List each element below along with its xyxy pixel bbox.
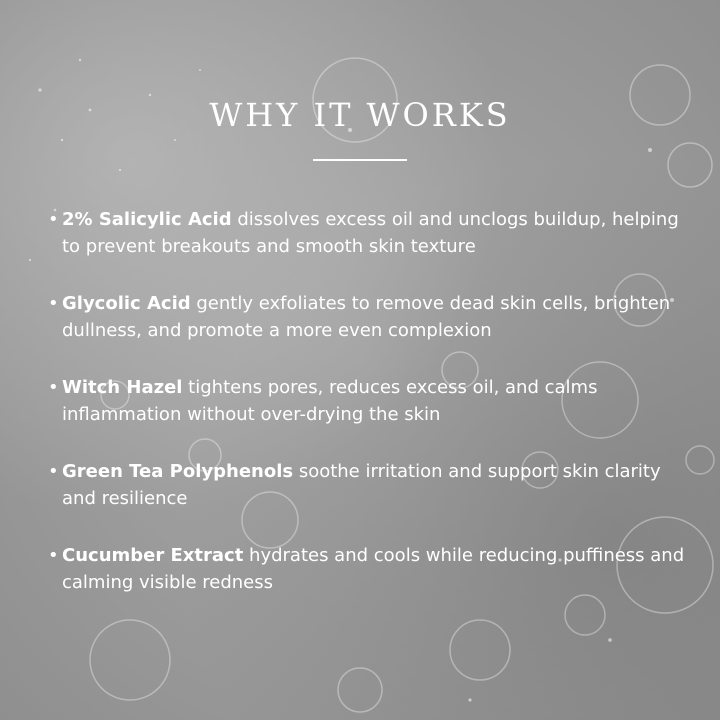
bullet-icon: • bbox=[48, 461, 59, 482]
benefit-item bbox=[48, 542, 688, 596]
bullet-icon: • bbox=[48, 377, 59, 398]
bullet-icon: • bbox=[48, 209, 59, 230]
ingredient-description: soothe irritation and support skin clarity and resilience bbox=[62, 461, 661, 509]
ingredient-description: dissolves excess oil and unclogs buildup, helping to prevent breakouts and smooth skin texture bbox=[62, 209, 679, 257]
benefits-list bbox=[48, 206, 688, 626]
bullet-icon: • bbox=[48, 293, 59, 314]
section-heading: WHY IT WORKS bbox=[209, 96, 511, 134]
benefit-item bbox=[48, 374, 688, 428]
ingredient-description: gently exfoliates to remove dead skin cells, brighten dullness, and promote a more even complexion bbox=[62, 293, 671, 341]
ingredient-description: hydrates and cools while reducing puffiness and calming visible redness bbox=[62, 545, 685, 593]
heading-divider bbox=[313, 159, 407, 161]
benefit-item bbox=[48, 206, 688, 260]
ingredient-name: 2% Salicylic Acid bbox=[62, 209, 232, 230]
bullet-icon: • bbox=[48, 545, 59, 566]
benefit-item bbox=[48, 290, 688, 344]
ingredient-description: tightens pores, reduces excess oil, and calms inflammation without over-drying the skin bbox=[62, 377, 598, 425]
ingredient-name: Witch Hazel bbox=[62, 377, 183, 398]
ingredient-name: Green Tea Polyphenols bbox=[62, 461, 294, 482]
ingredient-name: Cucumber Extract bbox=[62, 545, 244, 566]
benefit-item bbox=[48, 458, 688, 512]
ingredient-name: Glycolic Acid bbox=[62, 293, 191, 314]
